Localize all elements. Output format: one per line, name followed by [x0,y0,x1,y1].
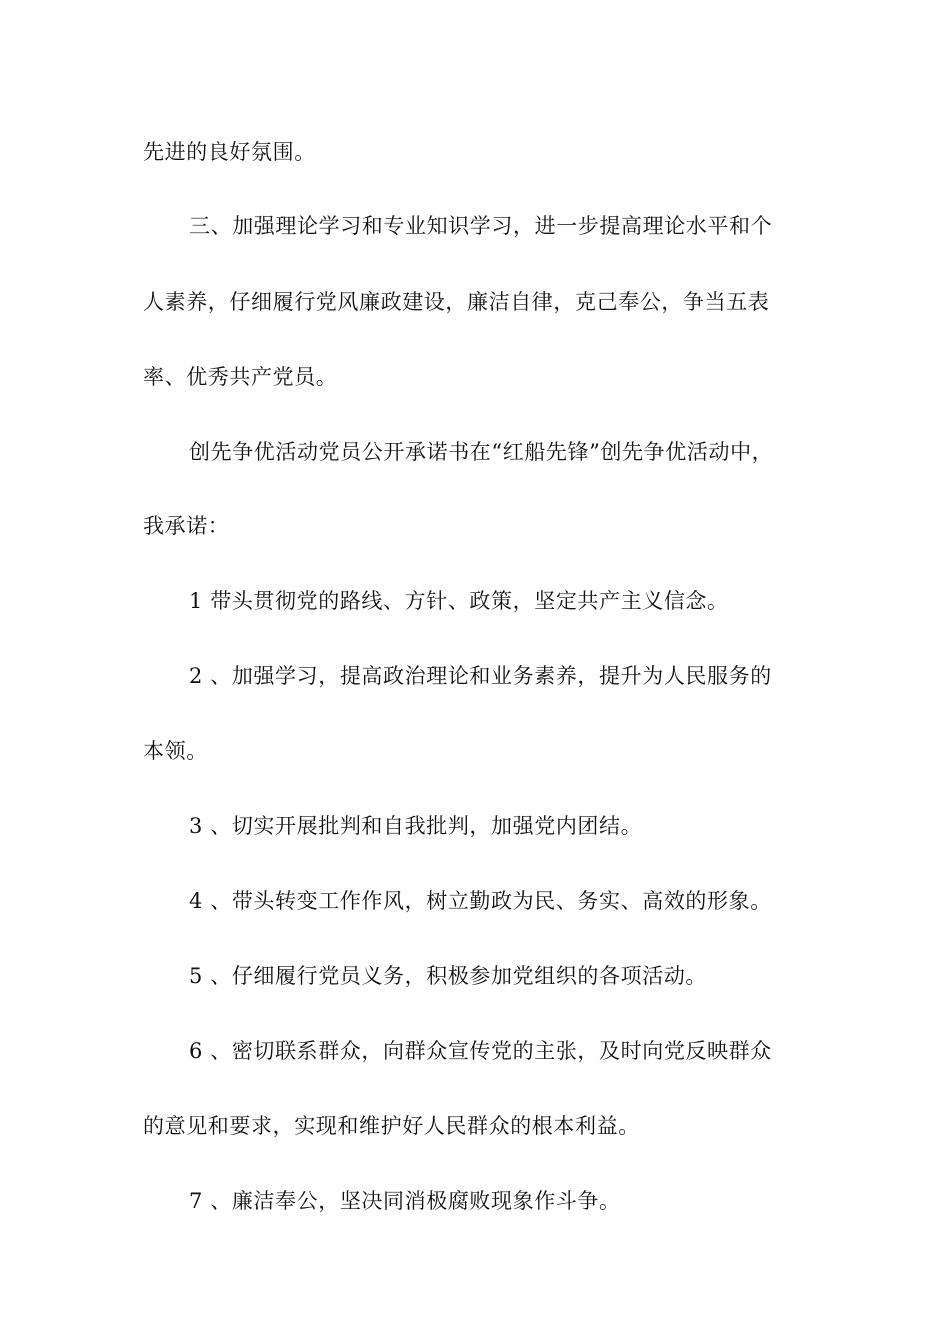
paragraph-line: 创先争优活动党员公开承诺书在“红船先锋”创先争优活动中， [189,440,774,464]
list-item: 1 带头贯彻党的路线、方针、政策，坚定共产主义信念。 [189,589,729,613]
text-line: 人素养，仔细履行党风廉政建设，廉洁自律，克己奉公，争当五表 [143,290,770,314]
text-line: 的意见和要求，实现和维护好人民群众的根本利益。 [143,1114,640,1138]
list-item: 4 、带头转变工作作风，树立勤政为民、务实、高效的形象。 [189,889,772,913]
text-line: 先进的良好氛围。 [143,140,316,164]
text-line: 本领。 [143,739,208,763]
text-line: 我承诺： [143,514,230,538]
list-item: 2 、加强学习，提高政治理论和业务素养，提升为人民服务的 [189,664,772,688]
list-item: 7 、廉洁奉公，坚决同消极腐败现象作斗争。 [189,1189,621,1213]
text-line: 率、优秀共产党员。 [143,365,338,389]
paragraph-line: 三、加强理论学习和专业知识学习，进一步提高理论水平和个 [189,214,773,238]
list-item: 6 、密切联系群众，向群众宣传党的主张，及时向党反映群众 [189,1039,772,1063]
list-item: 3 、切实开展批判和自我批判，加强党内团结。 [189,814,643,838]
list-item: 5 、仔细履行党员义务，积极参加党组织的各项活动。 [189,964,708,988]
